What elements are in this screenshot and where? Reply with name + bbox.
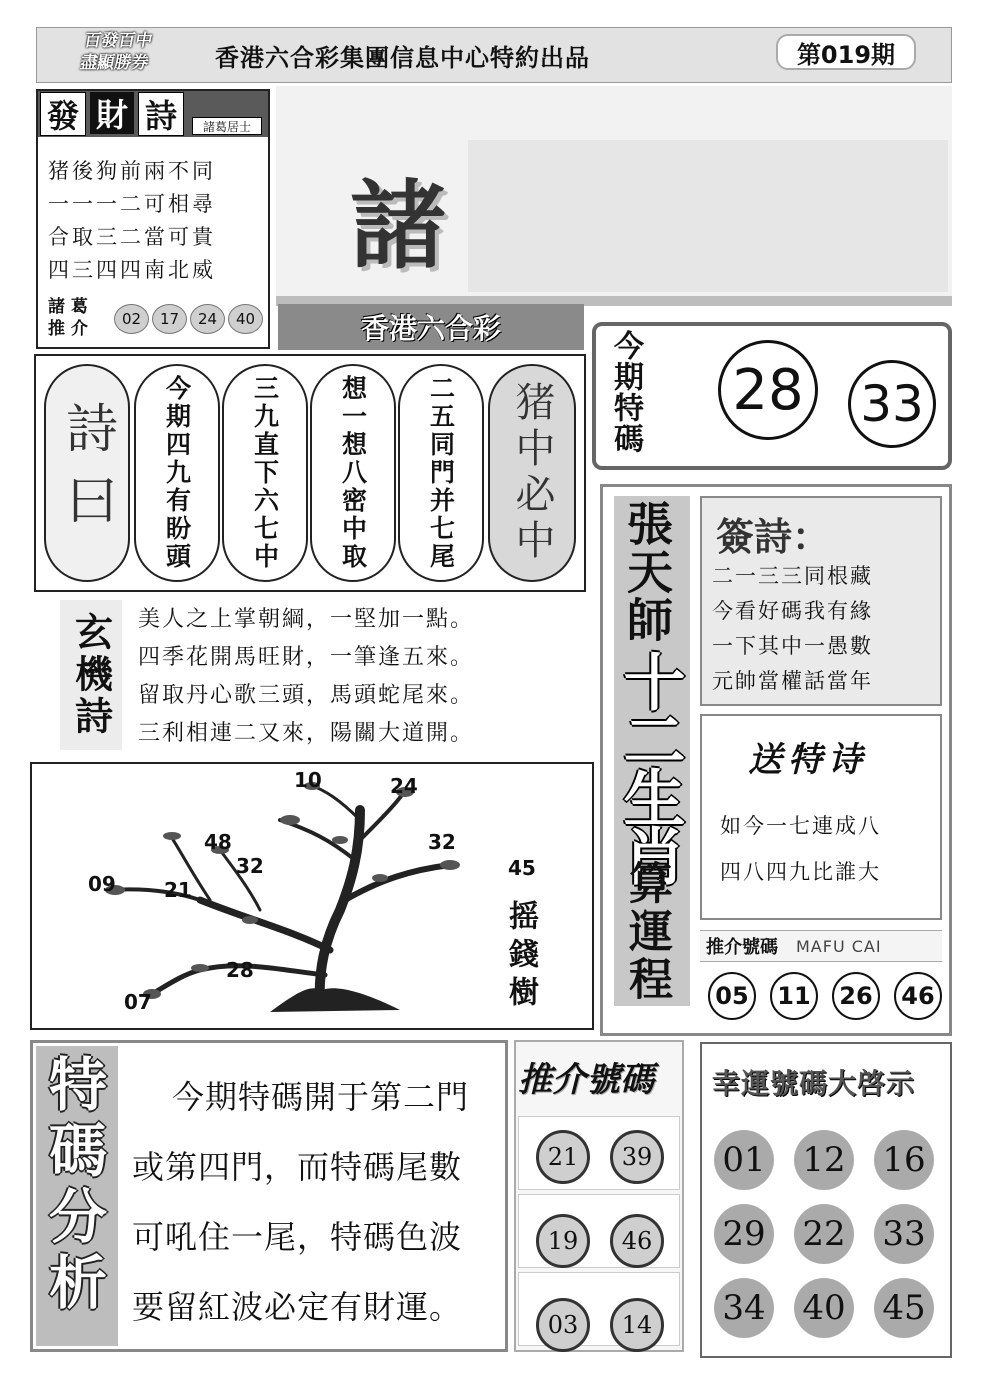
songte-line: 如今一七連成八 [720, 814, 881, 838]
analysis-line: 或第四門，而特碼尾數 [132, 1148, 463, 1186]
lucky-number: 16 [874, 1130, 934, 1190]
recommend-brand: MAFU CAI [796, 936, 882, 956]
header-logo [42, 30, 190, 78]
tree-number: 10 [294, 768, 322, 792]
facai-line-2: 一一一二可相尋 [48, 192, 216, 216]
facai-line-3: 合取三二當可貴 [48, 225, 216, 249]
recommend2-number: 03 [536, 1298, 590, 1352]
recommend-number: 26 [832, 972, 880, 1020]
hk-label-box [278, 304, 584, 350]
analysis-line: 要留紅波必定有財運。 [132, 1288, 463, 1326]
xuanji-line: 美人之上掌朝綱，一堅加一點。 [138, 607, 475, 632]
facai-char-3: 詩 [138, 92, 184, 136]
xuanji-label: 玄機詩 [68, 612, 113, 738]
lucky-number: 33 [874, 1204, 934, 1264]
lucky-number: 45 [874, 1278, 934, 1338]
recommend2-number: 46 [610, 1214, 664, 1268]
logo-line2: 盡顯勝券 [78, 53, 151, 73]
poem-col-4 [398, 364, 484, 582]
tree-number: 32 [236, 854, 264, 878]
qianshi-lines [712, 560, 938, 700]
facai-char-1: 發 [40, 92, 86, 136]
xuanji-line: 留取丹心歌三頭，馬頭蛇尾來。 [138, 683, 475, 708]
poem-col-text: 二五同門并七尾 [426, 375, 456, 571]
zhang-subtitle: 十二生肖 [613, 650, 686, 882]
zhang-title2: 算運程 [621, 860, 672, 1004]
logo-line1: 百發百中 [82, 31, 155, 51]
facai-rec-label-1: 諸 葛 [48, 297, 88, 317]
xuanji-line: 四季花開馬旺財，一筆逢五來。 [138, 645, 475, 670]
recommend2-number: 14 [610, 1298, 664, 1352]
analysis-line: 可吼住一尾，特碼色波 [132, 1218, 463, 1256]
special-label-wrap [610, 330, 670, 462]
facai-line-4: 四三四四南北威 [48, 258, 216, 282]
facai-lines [48, 155, 263, 287]
analysis-line: 今期特碼開于第二門 [172, 1078, 470, 1116]
recommend-numbers [708, 972, 942, 1020]
recommend-header [700, 930, 942, 962]
lucky-number: 40 [794, 1278, 854, 1338]
facai-title [40, 92, 184, 136]
tree-number: 21 [164, 878, 192, 902]
songte-lines [720, 810, 940, 902]
poem-col-5 [488, 364, 576, 582]
analysis-label: 特碼分析 [39, 1054, 107, 1318]
tree-label: 摇錢樹 [503, 900, 538, 1014]
tree-number: 28 [226, 958, 254, 982]
money-tree-illustration [60, 780, 500, 1020]
tree-number: 07 [124, 990, 152, 1014]
facai-rec-number: 02 [114, 304, 149, 334]
special-number-1-ball [718, 340, 818, 440]
special-label: 今期特碼 [608, 330, 643, 454]
lucky-number: 29 [714, 1204, 774, 1264]
poem-col-text: 猪中必中 [509, 381, 555, 565]
recommend-number: 05 [708, 972, 756, 1020]
facai-line-1: 猪後狗前兩不同 [48, 159, 216, 183]
poem-col-text: 今期四九有盼頭 [162, 375, 192, 571]
qianshi-line: 二一三三同根藏 [712, 564, 873, 588]
special-number-2-ball [848, 360, 936, 448]
recommend-label: 推介號碼 [706, 937, 778, 958]
qianshi-line: 元帥當權話當年 [712, 669, 873, 693]
tree-number: 48 [204, 830, 232, 854]
issue-badge [776, 34, 916, 70]
banner-char: 諸 [350, 169, 446, 282]
qianshi-line: 今看好碼我有緣 [712, 599, 873, 623]
tree-number: 32 [428, 830, 456, 854]
poem-label-pill [44, 364, 130, 582]
qianshi-line: 一下其中一愚數 [712, 634, 873, 658]
hk-label: 香港六合彩 [360, 312, 501, 345]
xuanji-lines [138, 602, 588, 754]
qianshi-title: 簽詩： [716, 514, 831, 559]
facai-rec-label-2: 推 介 [48, 319, 88, 339]
lucky-number: 12 [794, 1130, 854, 1190]
xuanji-line: 三利相連二又來，陽關大道開。 [138, 721, 475, 746]
xuanji-label-box [60, 600, 122, 750]
lucky-numbers [714, 1130, 934, 1338]
facai-rec-number: 17 [152, 304, 187, 334]
header-title: 香港六合彩集團信息中心特約出品 [215, 44, 590, 72]
special-number: 33 [860, 375, 924, 433]
poem-col-text: 想一想八密中取 [338, 375, 368, 571]
recommend-number: 46 [894, 972, 942, 1020]
recommend-number: 11 [770, 972, 818, 1020]
tree-number: 09 [88, 872, 116, 896]
facai-rec-number: 40 [228, 304, 263, 334]
special-number: 28 [732, 357, 804, 423]
poem-col-2 [222, 364, 308, 582]
analysis-lines [132, 1072, 504, 1352]
recommend2-title: 推介號碼 [518, 1060, 654, 1100]
recommend2-number: 21 [536, 1130, 590, 1184]
facai-author: 諸葛居士 [192, 117, 262, 135]
issue-number: 第019期 [796, 40, 896, 69]
poem-col-text: 三九直下六七中 [250, 375, 280, 571]
facai-rec-label [48, 296, 88, 340]
banner-blur [468, 140, 948, 292]
recommend2-numbers [536, 1130, 666, 1352]
facai-rec-numbers [114, 304, 263, 334]
facai-rec-number: 24 [190, 304, 225, 334]
lucky-number: 22 [794, 1204, 854, 1264]
poem-col-1 [134, 364, 220, 582]
songte-title: 送特诗 [748, 740, 868, 780]
poem-col-3 [310, 364, 396, 582]
facai-char-2: 財 [90, 92, 134, 134]
recommend2-number: 39 [610, 1130, 664, 1184]
lucky-title: 幸運號碼大啓示 [712, 1067, 916, 1100]
poem-label: 詩曰 [56, 401, 117, 545]
recommend2-number: 19 [536, 1214, 590, 1268]
songte-line: 四八四九比誰大 [720, 860, 881, 884]
zhang-title: 張天師 [620, 500, 674, 644]
lucky-number: 34 [714, 1278, 774, 1338]
lucky-number: 01 [714, 1130, 774, 1190]
tree-number: 45 [508, 856, 536, 880]
tree-number: 24 [390, 774, 418, 798]
